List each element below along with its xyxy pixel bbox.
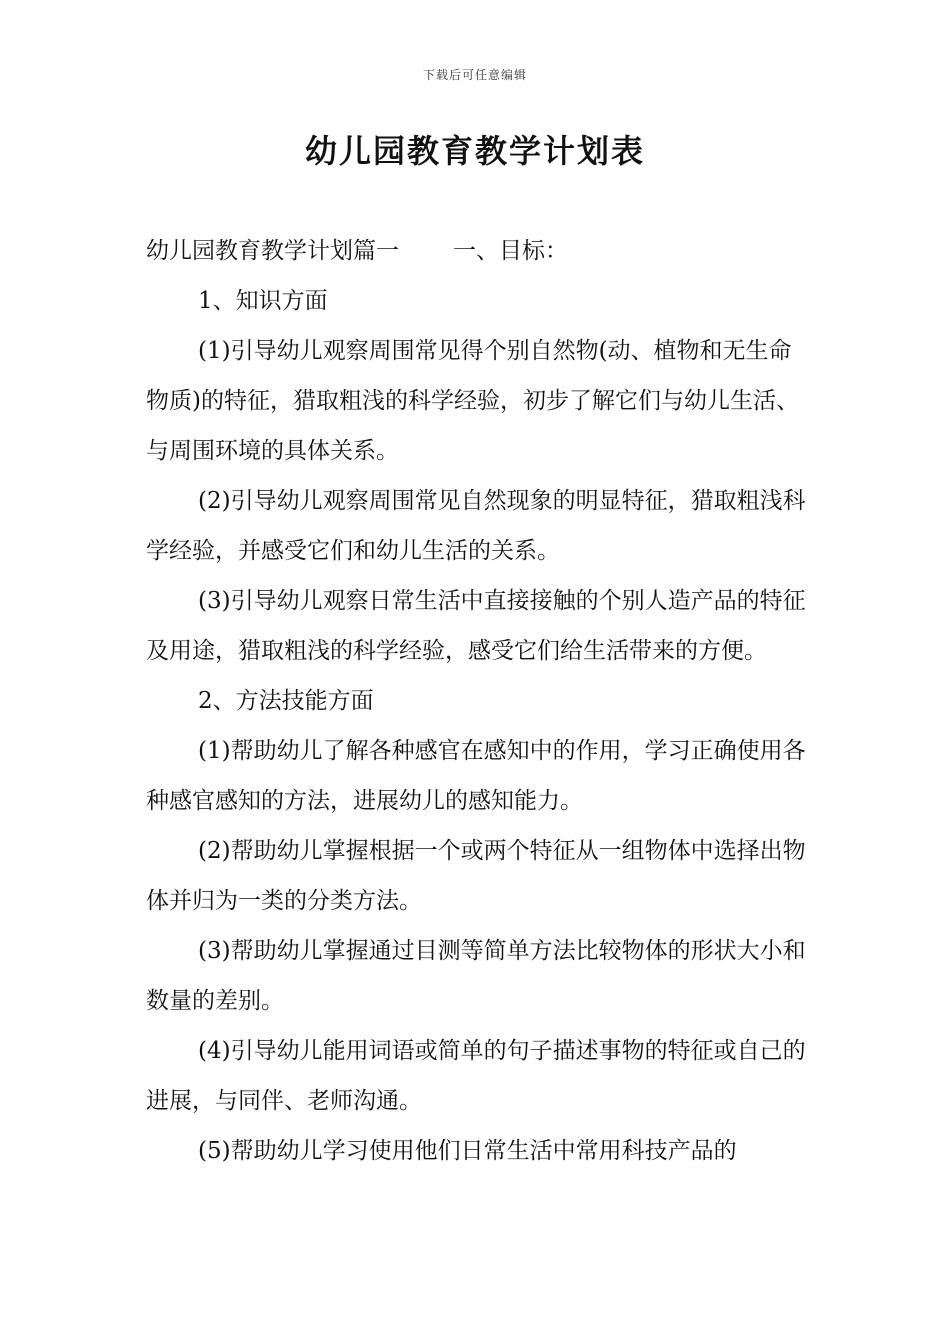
document-title: 幼儿园教育教学计划表 bbox=[304, 132, 645, 170]
paragraph: (5)帮助幼儿学习使用他们日常生活中常用科技产品的 bbox=[198, 1138, 737, 1164]
document-body bbox=[146, 226, 808, 1176]
paragraph: (3)帮助幼儿掌握通过目测等简单方法比较物体的形状大小和数量的差别。 bbox=[146, 938, 806, 1014]
paragraph: (1)引导幼儿观察周围常见得个别自然物(动、植物和无生命物质)的特征，猎取粗浅的科学经验，初步了解它们与幼儿生活、与周围环境的具体关系。 bbox=[146, 338, 799, 464]
intro-part-title: 幼儿园教育教学计划篇一 bbox=[146, 238, 399, 264]
paragraph: (2)帮助幼儿掌握根据一个或两个特征从一组物体中选择出物体并归为一类的分类方法。 bbox=[146, 838, 806, 914]
paragraph: (3)引导幼儿观察日常生活中直接接触的个别人造产品的特征及用途，猎取粗浅的科学经验，感受它们给生活带来的方便。 bbox=[146, 588, 806, 664]
paragraph-heading-knowledge: 1、知识方面 bbox=[198, 288, 328, 314]
paragraph: (2)引导幼儿观察周围常见自然现象的明显特征，猎取粗浅科学经验，并感受它们和幼儿生活的关系。 bbox=[146, 488, 806, 564]
paragraph: (4)引导幼儿能用词语或简单的句子描述事物的特征或自己的进展，与同伴、老师沟通。 bbox=[146, 1038, 806, 1114]
paragraph-heading-methods: 2、方法技能方面 bbox=[198, 688, 374, 714]
paragraph: (1)帮助幼儿了解各种感官在感知中的作用，学习正确使用各种感官感知的方法，进展幼儿的感知能力。 bbox=[146, 738, 806, 814]
intro-line bbox=[146, 226, 808, 276]
intro-section-heading: 一、目标： bbox=[453, 238, 568, 264]
header-note: 下载后可任意编辑 bbox=[422, 68, 527, 82]
